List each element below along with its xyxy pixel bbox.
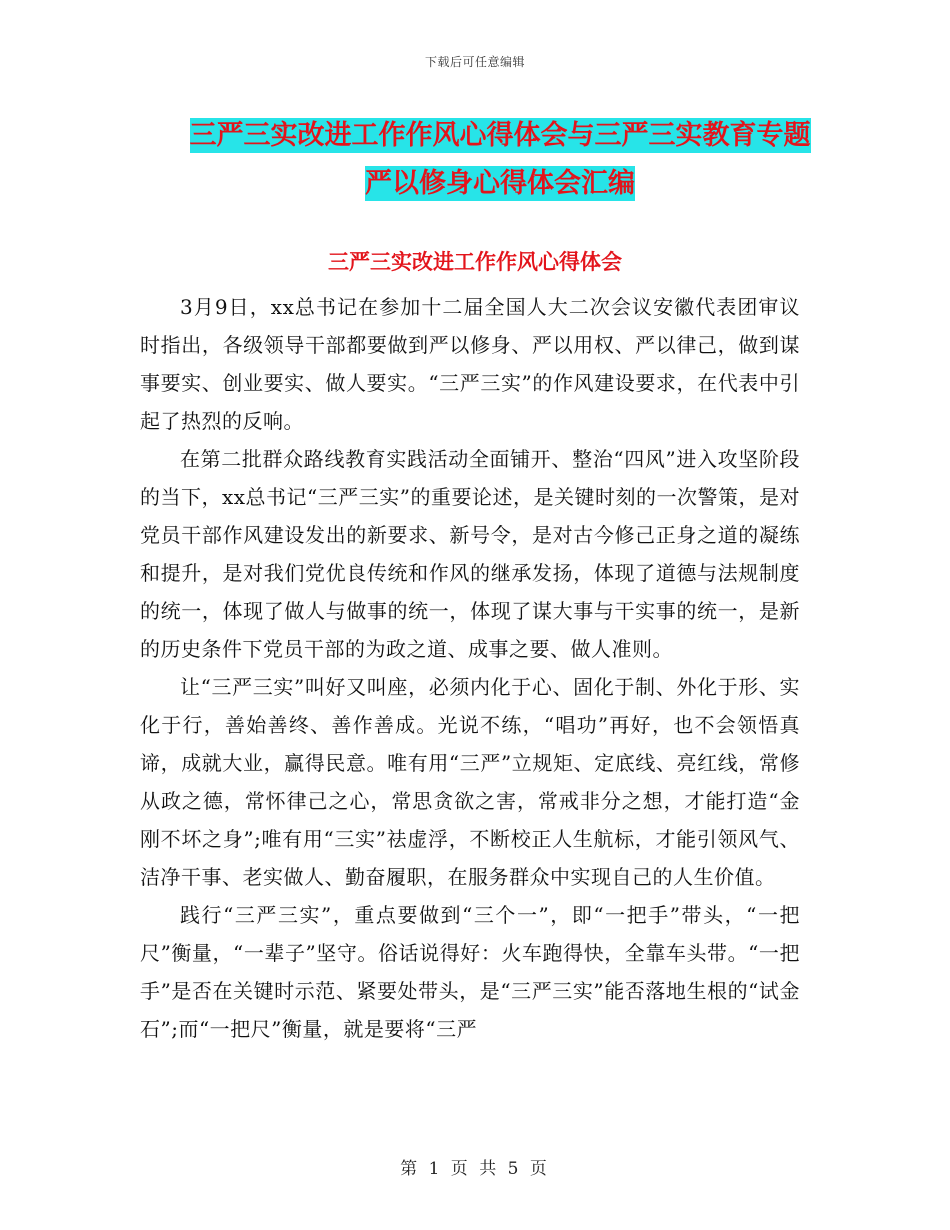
- section-title: 三严三实改进工作作风心得体会: [328, 250, 622, 274]
- body-text: [140, 288, 800, 1048]
- title-line-2: 严以修身心得体会汇编: [365, 168, 635, 199]
- paragraph: 3月9日，xx总书记在参加十二届全国人大二次会议安徽代表团审议时指出，各级领导干部都要做到严以修身、严以用权、严以律己，做到谋事要实、创业要实、做人要实。“三严三实”的作风建设要求，在代表中引起了热烈的反响。: [140, 295, 800, 433]
- paragraph: 践行“三严三实”，重点要做到“三个一”，即“一把手”带头，“一把尺”衡量，“一辈子”坚守。俗话说得好：火车跑得快，全靠车头带。“一把手”是否在关键时示范、紧要处带头，是“三严三实”能否落地生根的“试金石”;而“一把尺”衡量，就是要将“三严: [140, 903, 800, 1041]
- title-line-1: 三严三实改进工作作风心得体会与三严三实教育专题: [189, 120, 811, 151]
- page-number: 第 1 页 共 5 页: [400, 1159, 550, 1179]
- paragraph: 在第二批群众路线教育实践活动全面铺开、整治“四风”进入攻坚阶段的当下，xx总书记“三严三实”的重要论述，是关键时刻的一次警策，是对党员干部作风建设发出的新要求、新号令，是对古今修己正身之道的凝练和提升，是对我们党优良传统和作风的继承发扬，体现了道德与法规制度的统一，体现了做人与做事的统一，体现了谋大事与干实事的统一，是新的历史条件下党员干部的为政之道、成事之要、做人准则。: [140, 447, 801, 661]
- paragraph: 让“三严三实”叫好又叫座，必须内化于心、固化于制、外化于形、实化于行，善始善终、善作善成。光说不练，“唱功”再好，也不会领悟真谛，成就大业，赢得民意。唯有用“三严”立规矩、定底线、亮红线，常修从政之德，常怀律己之心，常思贪欲之害，常戒非分之想，才能打造“金刚不坏之身”;唯有用“三实”祛虚浮，不断校正人生航标，才能引领风气、洁净干事、老实做人、勤奋履职，在服务群众中实现自己的人生价值。: [140, 675, 800, 889]
- document-title: [120, 112, 880, 208]
- header-note: 下载后可任意编辑: [424, 55, 525, 69]
